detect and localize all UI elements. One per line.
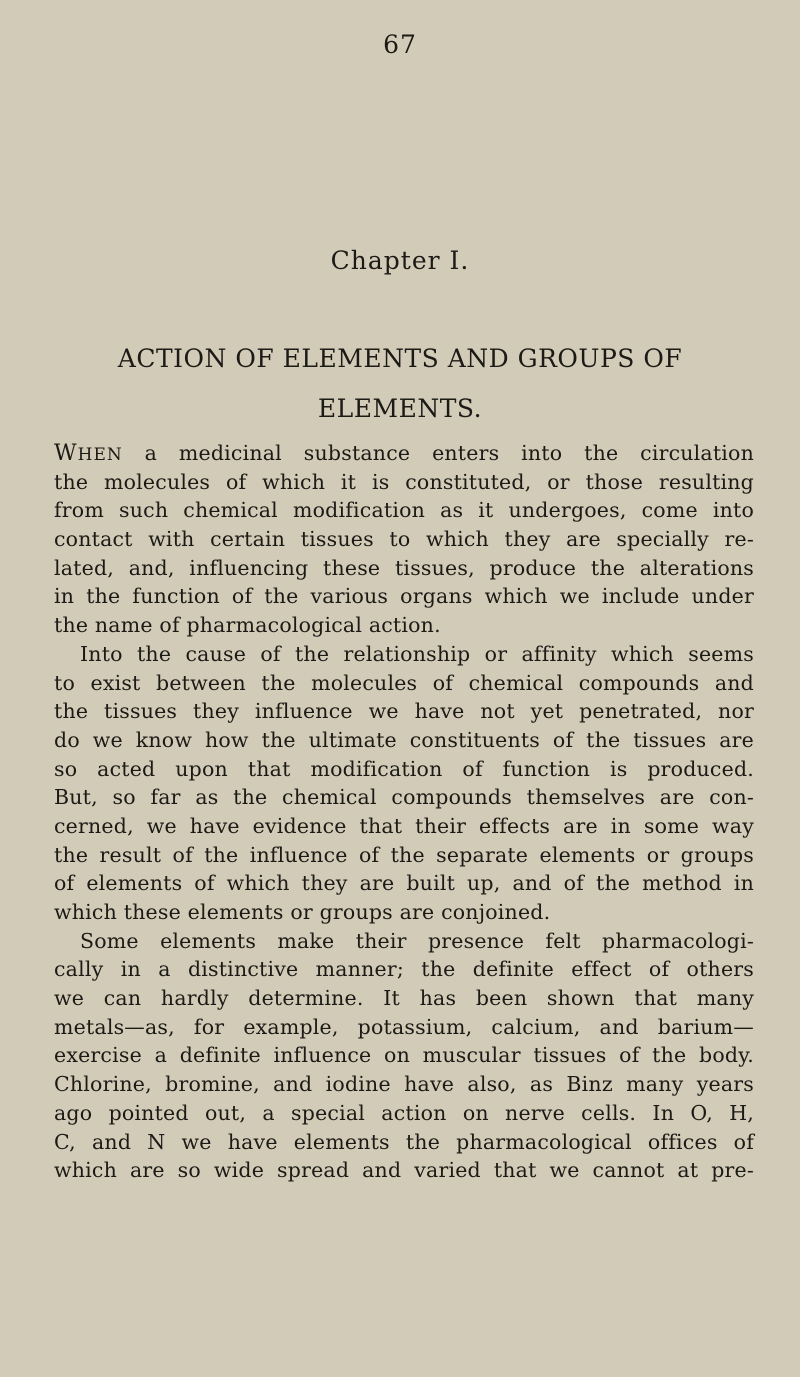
- text-line: metals—as, for example, potassium, calcium, and barium—: [54, 1014, 754, 1039]
- text-line: cerned, we have evidence that their effects are in some way: [54, 813, 754, 838]
- text-line: to exist between the molecules of chemical compounds and: [54, 670, 754, 695]
- text-line: But, so far as the chemical compounds themselves are con-: [54, 785, 754, 810]
- text-line: do we know how the ultimate constituents of the tissues are: [54, 727, 754, 752]
- text-line: of elements of which they are built up, and of the method in: [54, 871, 754, 896]
- chapter-title: [60, 334, 740, 434]
- page-number: 67: [383, 30, 417, 59]
- chapter-heading: Chapter I.: [330, 246, 470, 275]
- text-line: the tissues they influence we have not yet penetrated, nor: [54, 699, 754, 724]
- text-line: we can hardly determine. It has been shown that many: [54, 986, 754, 1011]
- chapter-title-line: ELEMENTS.: [317, 394, 483, 423]
- text-line: Chlorine, bromine, and iodine have also, as Binz many years: [54, 1072, 754, 1097]
- text-line: exercise a definite influence on muscular tissues of the body.: [54, 1043, 754, 1068]
- chapter-title-line: ACTION OF ELEMENTS AND GROUPS OF: [117, 344, 683, 373]
- text-line: the name of pharmacological action.: [54, 613, 441, 638]
- text-line: ago pointed out, a special action on nerve cells. In O, H,: [54, 1100, 754, 1125]
- text-line: contact with certain tissues to which they are specially re-: [54, 527, 754, 552]
- text-line: Into the cause of the relationship or affinity which seems: [80, 641, 754, 666]
- text-line: WHEN a medicinal substance enters into the circulation: [54, 441, 754, 466]
- text-line: lated, and, influencing these tissues, produce the alterations: [54, 555, 754, 580]
- text-line: in the function of the various organs which we include under: [54, 584, 754, 609]
- text-line: cally in a distinctive manner; the definite effect of others: [54, 957, 754, 982]
- text-line: so acted upon that modification of function is produced.: [54, 756, 754, 781]
- text-line: the result of the influence of the separate elements or groups: [54, 842, 754, 867]
- body-text: [54, 439, 754, 1185]
- text-line: Some elements make their presence felt pharmacologi-: [80, 928, 754, 953]
- text-line: C, and N we have elements the pharmacological offices of: [54, 1129, 754, 1154]
- text-line: the molecules of which it is constituted, or those resulting: [54, 469, 754, 494]
- text-line: from such chemical modification as it undergoes, come into: [54, 498, 754, 523]
- text-line: which are so wide spread and varied that we cannot at pre-: [54, 1158, 754, 1183]
- opening-word: WHEN: [54, 441, 123, 466]
- text-line: which these elements or groups are conjoined.: [54, 900, 551, 924]
